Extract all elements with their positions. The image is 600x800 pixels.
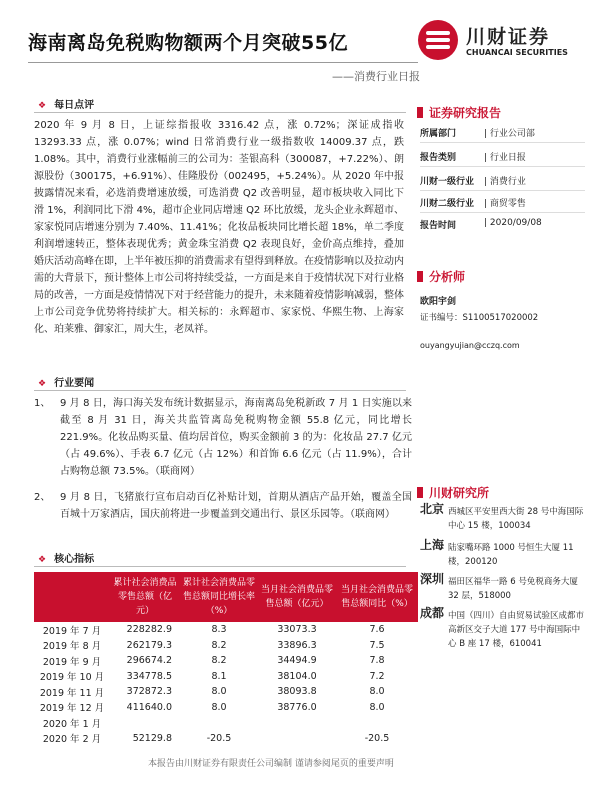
- diamond-icon: ❖: [38, 101, 47, 111]
- table-row: 2020 年 1 月: [42, 718, 102, 730]
- square-marker-icon: [417, 271, 423, 282]
- logo-cn-text: 川财证券: [466, 26, 551, 48]
- table-row: 2019 年 10 月 334778.5 8.1 38104.0 7.2: [39, 670, 385, 684]
- page-footer: 本报告由川财证券有限责任公司编制 谨请参阅尾页的重要声明: [148, 759, 394, 769]
- office-city: 上海: [420, 538, 445, 552]
- section-news-heading: ❖ 行业要闻: [38, 378, 95, 389]
- news-item: 1、 9 月 8 日，海口海关发布统计数据显示，海南离岛免税新政 7 月 1 日实施以来截至 8 月 31 日，海关共监管离岛免税购物金额 55.8 亿元，同比增长 221.9%。化妆品购买量、值均居首位，购买金额前 3 的为：化妆品 27.7 亿元（占 49.6%）、手表 6.7 亿元（占 12%）和首饰 6.6 亿元（占 11.9%），合计占购物总额 73.5%。（联商网）: [34, 398, 412, 477]
- report-label: 报告类别: [420, 153, 457, 163]
- table-row: 2019 年 12 月 411640.0 8.0 38776.0 8.0: [39, 701, 385, 715]
- analyst-email[interactable]: ouyangyujian@cczq.com: [420, 341, 520, 350]
- office-city: 成都: [420, 606, 445, 620]
- table-row: 2019 年 9 月 296674.2 8.2 34494.9 7.8: [42, 655, 385, 668]
- row-divider: [420, 212, 585, 213]
- section-core-heading: ❖ 核心指标: [38, 554, 95, 565]
- office-address: 陆家嘴环路 1000 号恒生大厦 11 楼，200120: [448, 543, 574, 567]
- section-daily-heading: ❖ 每日点评: [38, 100, 95, 111]
- row-divider: [420, 190, 585, 191]
- table-row: 2019 年 7 月 228282.9 8.3 33073.3 7.6: [42, 624, 385, 637]
- logo-en-text: CHUANCAI SECURITIES: [466, 48, 568, 57]
- analyst-name: 欧阳宇剑: [420, 297, 457, 307]
- report-value: | 行业日报: [484, 153, 526, 163]
- retail-sales-table: [34, 572, 418, 746]
- section-divider: [34, 566, 406, 567]
- company-logo: [418, 20, 578, 64]
- report-label: 川财二级行业: [420, 199, 475, 209]
- report-value: | 2020/09/08: [484, 218, 542, 228]
- report-label: 所属部门: [420, 129, 457, 139]
- header-divider: [28, 62, 418, 63]
- table-row: 2019 年 8 月 262179.3 8.2 33896.3 7.5: [42, 639, 385, 653]
- daily-review-text: 2020 年 9 月 8 日，上证综指报收 3316.42 点，涨 0.72%；深证成指收 13293.33 点，涨 0.07%；wind 日常消费行业一级指数收 14009.37 点，跌 1.08%。其中，消费行业涨幅前三的公司为：荃银高科（300087，+7.22%）、朗源股份（300175，+6.91%）、佳隆股份（002495，+5.24%）。从 2020 年中报披露情况来看，必选消费增速放缓，可选消费 Q2 改善明显，超市板块收入同比下滑 1%，利润同比下滑 4%，超市企业同店增速 Q2 环比放缓，龙头企业永辉超市、家家悦同店增速分别为 7.40%、11.41%；化妆品板块同比增长超 18%，单二季度利润增速转正，整体表现优秀；黄金珠宝消费 Q2 表现良好，金价高点维持，叠加婚庆活动高峰在即，上半年被压抑的消费需求有望得到释放。在疫情影响以及拉动内需的大背景下，预计整体上市公司将持续受益，一方面是来自于疫情状况下对行业格局的改善，一方面是疫情情况下对于经营能力的提升，未来随着疫情影响减弱，整体上市公司竞争优势将持续扩大。相关标的：永辉超市、家家悦、华熙生物、上海家化、珀莱雅、御家汇，周大生，老凤祥。: [34, 120, 404, 335]
- report-value: | 行业公司部: [484, 129, 535, 139]
- logo-mark-icon: [418, 20, 458, 60]
- row-divider: [420, 166, 585, 167]
- table-header-row: 累计社会消费品零售总额（亿元） 累计社会消费品零售总额同比增长率（%） 当月社会消费品零售总额（亿元） 当月社会消费品零售总额同比（%）: [34, 572, 418, 622]
- office-address: 福田区福华一路 6 号免税商务大厦 32 层，518000: [448, 577, 578, 601]
- report-info-heading: 证券研究报告: [417, 104, 501, 121]
- diamond-icon: ❖: [38, 555, 47, 565]
- report-subtitle: ——消费行业日报: [332, 70, 420, 83]
- office-city: 北京: [420, 502, 445, 516]
- report-label: 报告时间: [420, 221, 457, 231]
- report-value: | 商贸零售: [484, 199, 526, 209]
- square-marker-icon: [417, 487, 423, 498]
- table-row: 2020 年 2 月 52129.8 -20.5 -20.5: [42, 732, 390, 746]
- report-label: 川财一级行业: [420, 177, 475, 187]
- office-address: 西城区平安里西大街 28 号中海国际中心 15 楼，100034: [448, 507, 584, 531]
- analyst-heading: 分析师: [417, 268, 465, 285]
- office-address: 中国（四川）自由贸易试验区成都市高新区交子大道 177 号中海国际中心 B 座 17 楼，610041: [448, 611, 585, 649]
- report-value: | 消费行业: [484, 177, 526, 187]
- diamond-icon: ❖: [38, 379, 47, 389]
- analyst-cert: 证书编号：S1100517020002: [420, 313, 539, 323]
- institute-heading: 川财研究所: [417, 484, 489, 501]
- square-marker-icon: [417, 107, 423, 118]
- page-title: 海南离岛免税购物额两个月突破55亿: [28, 32, 348, 54]
- section-divider: [34, 390, 406, 391]
- office-city: 深圳: [420, 572, 445, 586]
- news-item: 2、 9 月 8 日，飞猪旅行宣布启动百亿补贴计划，首期从酒店产品开始，覆盖全国百城十万家酒店，国庆前将进一步覆盖到交通出行、景区乐园等。（联商网）: [34, 492, 412, 520]
- table-row: 2019 年 11 月 372872.3 8.0 38093.8 8.0: [39, 686, 385, 699]
- row-divider: [420, 142, 585, 143]
- section-divider: [34, 112, 406, 113]
